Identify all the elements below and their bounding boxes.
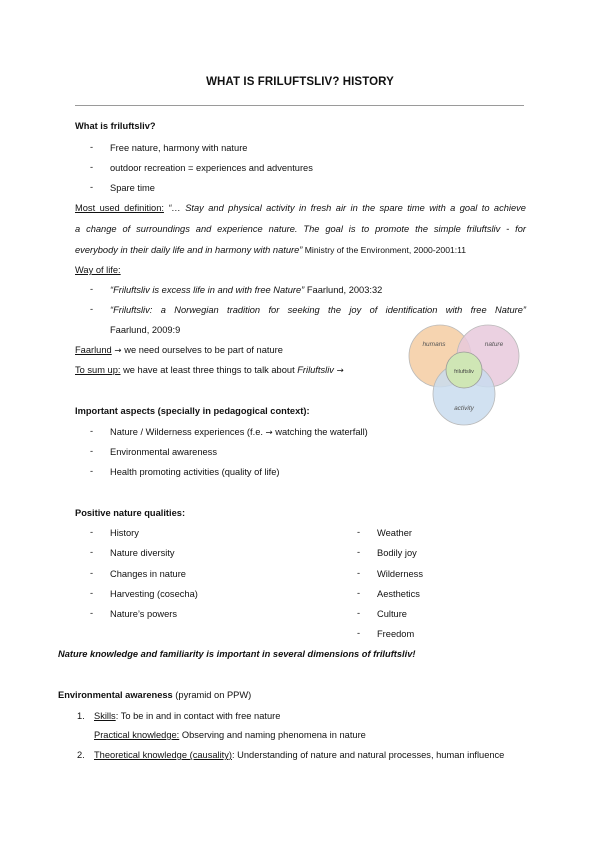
way-quote-2: “Friluftsliv: a Norwegian tradition for seeking the joy of identification with free Nature”: [110, 305, 526, 315]
bullet-dash: -: [90, 446, 94, 456]
quality-right-item: Culture: [377, 609, 407, 619]
venn-label-activity: activity: [454, 405, 474, 412]
bullet-dash: -: [90, 568, 94, 578]
bullet-dash: -: [90, 142, 94, 152]
bullet-dash: -: [90, 588, 94, 598]
definition-quote-end: everybody in their daily life and in harmony with nature”: [75, 245, 303, 255]
env-item-1-text: : To be in and in contact with free nature: [115, 711, 281, 721]
env-heading-note: (pyramid on PPW): [172, 690, 252, 700]
way-source-1: Faarlund, 2003:32: [304, 285, 383, 295]
definition-quote-start: “… Stay and physical activity in fresh air in the spare time with a goal to achieve: [168, 203, 526, 213]
env-heading: Environmental awareness: [58, 690, 173, 700]
venn-diagram: [400, 318, 530, 430]
venn-label-humans: humans: [422, 341, 446, 348]
bullet-dash: -: [90, 304, 94, 314]
knowledge-note: Nature knowledge and familiarity is important in several dimensions of friluftsliv!: [58, 649, 416, 659]
arrow-icon: →: [265, 428, 273, 438]
bullet-dash: -: [90, 426, 94, 436]
env-sub-text: Observing and naming phenomena in nature: [179, 730, 366, 740]
aspect-item-1: [110, 426, 368, 439]
quality-right-item: Freedom: [377, 629, 415, 639]
env-item-1-number: 1.: [77, 711, 85, 721]
aspect-item-3: Health promoting activities (quality of life): [110, 467, 280, 477]
quality-right-item: Wilderness: [377, 569, 423, 579]
bullet-dash: -: [357, 608, 361, 618]
qualities-heading: Positive nature qualities:: [75, 508, 186, 518]
quality-left-item: History: [110, 528, 139, 538]
quality-left-item: Nature diversity: [110, 548, 175, 558]
question-item: Free nature, harmony with nature: [110, 143, 248, 153]
bullet-dash: -: [357, 588, 361, 598]
definition-line-3: [75, 244, 526, 256]
sum-up-label: To sum up:: [75, 365, 121, 375]
faarlund-name: Faarlund: [75, 345, 112, 355]
bullet-dash: -: [90, 608, 94, 618]
way-source-2: Faarlund, 2009:9: [110, 325, 181, 335]
title-divider: [75, 105, 524, 106]
env-item-2-text: : Understanding of nature and natural processes, human influence: [231, 750, 505, 760]
venn-label-nature: nature: [484, 341, 504, 348]
question-item: Spare time: [110, 183, 155, 193]
quality-left-item: Changes in nature: [110, 569, 186, 579]
arrow-icon: →: [333, 366, 344, 376]
sum-up-text: we have at least three things to talk about: [120, 365, 298, 375]
definition-label: Most used definition:: [75, 203, 164, 213]
bullet-dash: -: [90, 527, 94, 537]
aspect-item-1-end: watching the waterfall): [272, 427, 368, 437]
definition-line-1: [75, 202, 526, 214]
env-sub-label: Practical knowledge:: [94, 730, 180, 740]
definition-line-2: a change of surroundings and experience nature. The goal is to promote the simple friluftsliv - for: [75, 224, 526, 234]
bullet-dash: -: [90, 162, 94, 172]
sum-up-line: [75, 364, 344, 377]
faarlund-line: [75, 344, 283, 357]
quality-right-item: Bodily joy: [377, 548, 417, 558]
definition-paragraph: [75, 202, 526, 256]
arrow-icon: →: [111, 346, 125, 356]
way-item-1: [110, 284, 382, 296]
page-title: WHAT IS FRILUFTSLIV? HISTORY: [206, 76, 394, 88]
definition-source: Ministry of the Environment, 2000-2001:11: [302, 245, 467, 255]
bullet-dash: -: [357, 547, 361, 557]
bullet-dash: -: [357, 568, 361, 578]
quality-left-item: Harvesting (cosecha): [110, 589, 198, 599]
sum-up-term: Friluftsliv: [297, 365, 334, 375]
question-heading: What is friluftsliv?: [75, 121, 156, 131]
quality-left-item: Nature’s powers: [110, 609, 178, 619]
question-item: outdoor recreation = experiences and adventures: [110, 163, 313, 173]
venn-label-center: friluftsliv: [454, 369, 474, 375]
aspect-item-1-text: Nature / Wilderness experiences (f.e.: [110, 427, 266, 437]
env-item-2-label: Theoretical knowledge (causality): [94, 750, 232, 760]
bullet-dash: -: [90, 284, 94, 294]
bullet-dash: -: [357, 527, 361, 537]
aspect-item-2: Environmental awareness: [110, 447, 217, 457]
env-item-2-number: 2.: [77, 750, 85, 760]
aspects-heading: Important aspects (specially in pedagogical context):: [75, 406, 310, 416]
bullet-dash: -: [90, 182, 94, 192]
bullet-dash: -: [90, 466, 94, 476]
bullet-dash: -: [90, 547, 94, 557]
env-item-2: [94, 749, 504, 761]
env-sub-item: [94, 729, 366, 741]
env-item-1-label: Skills: [94, 711, 116, 721]
way-quote-1: “Friluftsliv is excess life in and with free Nature”: [110, 285, 305, 295]
env-heading-line: [58, 689, 251, 701]
quality-right-item: Aesthetics: [377, 589, 420, 599]
faarlund-text: we need ourselves to be part of nature: [124, 345, 283, 355]
env-item-1: [94, 710, 280, 722]
way-of-life-label: Way of life:: [75, 265, 121, 275]
quality-right-item: Weather: [377, 528, 412, 538]
bullet-dash: -: [357, 628, 361, 638]
